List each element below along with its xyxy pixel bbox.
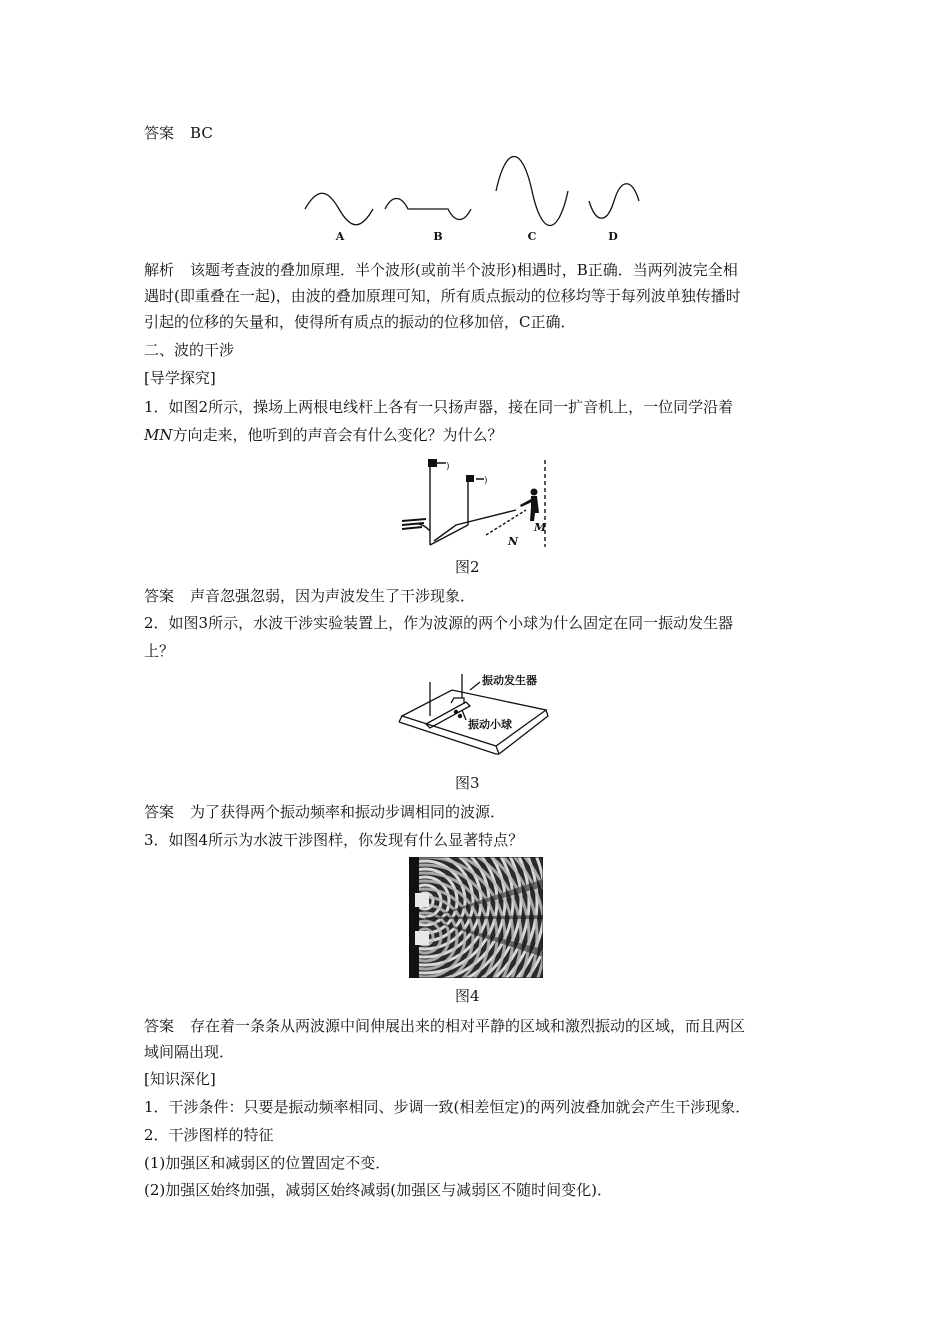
point-1: 1．干涉条件：只要是振动频率相同、步调一致(相差恒定)的两列波叠加就会产生干涉现象． bbox=[144, 1098, 751, 1116]
answer-3: 答案 为了获得两个振动频率和振动步调相同的波源． bbox=[144, 803, 506, 821]
label-vibration-balls: 振动小球 bbox=[468, 718, 512, 731]
figure-3-illustration bbox=[396, 668, 556, 768]
answer-bc bbox=[144, 122, 213, 144]
question-1-line-1: 1．如图2所示，操场上两根电线杆上各有一只扬声器，接在同一扩音机上，一位同学沿着 bbox=[144, 398, 734, 416]
figure-4-interference-photo bbox=[409, 857, 543, 978]
label-vibration-generator: 振动发生器 bbox=[482, 674, 537, 687]
analysis-line-3: 引起的位移的矢量和，使得所有质点的振动的位移加倍，C正确． bbox=[144, 313, 576, 331]
mn-label: MN bbox=[144, 426, 173, 444]
wave-b bbox=[385, 199, 471, 220]
question-2-line-1: 2．如图3所示，水波干涉实验装置上，作为波源的两个小球为什么固定在同一振动发生器 bbox=[144, 614, 734, 632]
deepen-heading: [知识深化] bbox=[144, 1070, 216, 1088]
analysis-line-2: 遇时(即重叠在一起)，由波的叠加原理可知，所有质点振动的位移均等于每列波单独传播时 bbox=[144, 287, 741, 305]
wave-options-figure bbox=[300, 152, 645, 248]
point-2-2: (2)加强区始终加强，减弱区始终减弱(加强区与减弱区不随时间变化)． bbox=[144, 1181, 612, 1199]
answer-label: 答案 bbox=[144, 803, 175, 821]
label-m: M bbox=[534, 521, 547, 534]
guide-heading: [导学探究] bbox=[144, 369, 216, 387]
answer-label: 答案 bbox=[144, 587, 175, 605]
answer-text: BC bbox=[190, 124, 213, 142]
wave-a bbox=[305, 193, 373, 225]
analysis-label: 解析 bbox=[144, 261, 175, 279]
figure-2-illustration bbox=[396, 455, 551, 550]
figure-4-caption: 图4 bbox=[455, 987, 480, 1005]
analysis-line-1: 解析 该题考查波的叠加原理．半个波形(或前半个波形)相遇时，B正确．当两列波完全相 bbox=[144, 261, 738, 279]
answer-4-line-1: 答案 存在着一条条从两波源中间伸展出来的相对平静的区域和激烈振动的区域，而且两区 bbox=[144, 1017, 746, 1035]
svg-text:): ) bbox=[446, 462, 450, 472]
wave-label-a: A bbox=[335, 230, 345, 243]
wave-label-c: C bbox=[527, 230, 537, 243]
section-title: 二、波的干涉 bbox=[144, 341, 235, 359]
point-2-1: (1)加强区和减弱区的位置固定不变． bbox=[144, 1154, 391, 1172]
wave-label-d: D bbox=[608, 230, 618, 243]
figure-2-caption: 图2 bbox=[455, 558, 480, 576]
question-2-line-2: 上？ bbox=[144, 642, 175, 660]
point-2: 2．干涉图样的特征 bbox=[144, 1126, 274, 1144]
answer-label: 答案 bbox=[144, 124, 175, 142]
svg-text:): ) bbox=[484, 476, 488, 486]
wave-label-b: B bbox=[433, 230, 443, 243]
label-n: N bbox=[508, 535, 519, 548]
figure-3-caption: 图3 bbox=[455, 774, 480, 792]
wave-c bbox=[496, 157, 568, 226]
question-3: 3．如图4所示为水波干涉图样，你发现有什么显著特点？ bbox=[144, 831, 524, 849]
question-1-line-2: MN方向走来，他听到的声音会有什么变化？为什么？ bbox=[144, 426, 503, 444]
answer-4-line-2: 域间隔出现． bbox=[144, 1043, 235, 1061]
answer-label: 答案 bbox=[144, 1017, 175, 1035]
answer-2: 答案 声音忽强忽弱，因为声波发生了干涉现象． bbox=[144, 587, 476, 605]
wave-d bbox=[589, 184, 639, 219]
